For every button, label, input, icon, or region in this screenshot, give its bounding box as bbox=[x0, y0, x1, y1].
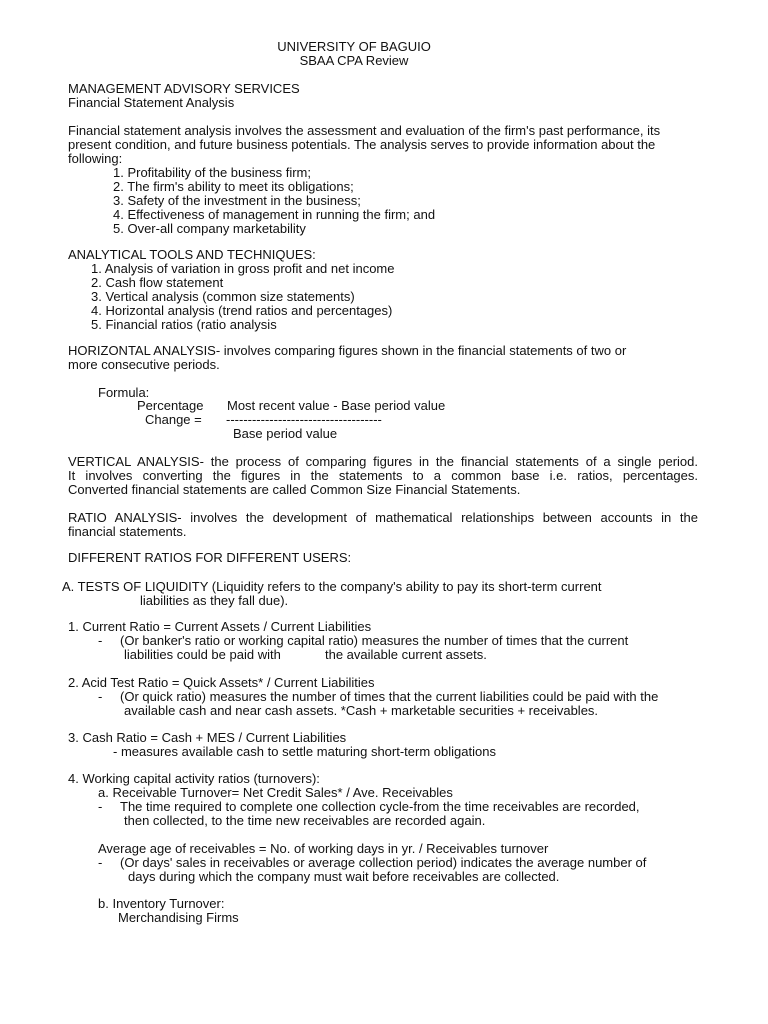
average-age-desc-cont: days during which the company must wait before receivables are collected. bbox=[128, 869, 560, 884]
bullet-dash: - bbox=[98, 689, 103, 704]
ratio-analysis-line: RATIO ANALYSIS- involves the development of mathematical relationships between accounts in the bbox=[68, 510, 698, 525]
intro-item: 5. Over-all company marketability bbox=[113, 221, 306, 236]
ratio-analysis-line: financial statements. bbox=[68, 524, 187, 539]
tools-item: 2. Cash flow statement bbox=[91, 275, 224, 290]
current-ratio-desc-cont: liabilities could be paid with bbox=[124, 647, 281, 662]
vertical-analysis-line: Converted financial statements are called Common Size Financial Statements. bbox=[68, 482, 521, 497]
subject-title: MANAGEMENT ADVISORY SERVICES bbox=[68, 81, 300, 96]
tools-heading: ANALYTICAL TOOLS AND TECHNIQUES: bbox=[68, 247, 316, 262]
receivable-turnover-title: a. Receivable Turnover= Net Credit Sales* / Ave. Receivables bbox=[98, 785, 453, 800]
formula-numerator: Most recent value - Base period value bbox=[227, 398, 446, 413]
tools-item: 4. Horizontal analysis (trend ratios and percentages) bbox=[91, 303, 393, 318]
tools-item: 1. Analysis of variation in gross profit and net income bbox=[91, 261, 395, 276]
tools-item: 5. Financial ratios (ratio analysis bbox=[91, 317, 277, 332]
bullet-dash: - bbox=[98, 855, 103, 870]
liquidity-heading-cont: liabilities as they fall due). bbox=[140, 593, 289, 608]
vertical-analysis-line: It involves converting the figures in the statements to a common base i.e. ratios, percentages. bbox=[68, 468, 698, 483]
tools-item: 3. Vertical analysis (common size statements) bbox=[91, 289, 355, 304]
bullet-dash: - bbox=[98, 633, 103, 648]
liquidity-heading: A. TESTS OF LIQUIDITY (Liquidity refers to the company's ability to pay its short-term current bbox=[62, 579, 602, 594]
receivable-turnover-desc-cont: then collected, to the time new receivables are recorded again. bbox=[124, 813, 486, 828]
inventory-turnover-title: b. Inventory Turnover: bbox=[98, 896, 225, 911]
program-name: SBAA CPA Review bbox=[299, 53, 409, 68]
cash-ratio-desc: - measures available cash to settle maturing short-term obligations bbox=[113, 744, 496, 759]
acid-test-desc-cont: available cash and near cash assets. *Cash + marketable securities + receivables. bbox=[124, 703, 599, 718]
subject-topic: Financial Statement Analysis bbox=[68, 95, 235, 110]
intro-item: 1. Profitability of the business firm; bbox=[113, 165, 311, 180]
formula-lhs-top: Percentage bbox=[137, 398, 204, 413]
average-age-title: Average age of receivables = No. of working days in yr. / Receivables turnover bbox=[98, 841, 549, 856]
current-ratio-desc-cont: the available current assets. bbox=[325, 647, 487, 662]
cash-ratio-title: 3. Cash Ratio = Cash + MES / Current Liabilities bbox=[68, 730, 347, 745]
university-name: UNIVERSITY OF BAGUIO bbox=[277, 39, 431, 54]
formula-fraction-bar: ------------------------------------ bbox=[226, 412, 382, 427]
intro-item: 2. The firm's ability to meet its obligations; bbox=[113, 179, 354, 194]
formula-label: Formula: bbox=[98, 385, 150, 400]
bullet-dash: - bbox=[98, 799, 103, 814]
intro-line: following: bbox=[68, 151, 123, 166]
acid-test-desc: (Or quick ratio) measures the number of times that the current liabilities could be paid with the bbox=[120, 689, 659, 704]
intro-line: present condition, and future business potentials. The analysis serves to provide information about the bbox=[68, 137, 656, 152]
current-ratio-desc: (Or banker's ratio or working capital ratio) measures the number of times that the current bbox=[120, 633, 629, 648]
vertical-analysis-line: VERTICAL ANALYSIS- the process of comparing figures in the financial statements of a single period. bbox=[68, 454, 698, 469]
merchandising-firms: Merchandising Firms bbox=[118, 910, 239, 925]
users-heading: DIFFERENT RATIOS FOR DIFFERENT USERS: bbox=[68, 550, 352, 565]
formula-denominator: Base period value bbox=[233, 426, 338, 441]
acid-test-title: 2. Acid Test Ratio = Quick Assets* / Current Liabilities bbox=[68, 675, 375, 690]
receivable-turnover-desc: The time required to complete one collection cycle-from the time receivables are recorded, bbox=[120, 799, 640, 814]
current-ratio-title: 1. Current Ratio = Current Assets / Current Liabilities bbox=[68, 619, 372, 634]
average-age-desc: (Or days' sales in receivables or average collection period) indicates the average number of bbox=[120, 855, 647, 870]
formula-lhs-bottom: Change = bbox=[145, 412, 202, 427]
intro-item: 3. Safety of the investment in the business; bbox=[113, 193, 361, 208]
working-capital-title: 4. Working capital activity ratios (turnovers): bbox=[68, 771, 320, 786]
horizontal-analysis-line: more consecutive periods. bbox=[68, 357, 220, 372]
intro-line: Financial statement analysis involves the assessment and evaluation of the firm's past performance, its bbox=[68, 123, 661, 138]
intro-item: 4. Effectiveness of management in running the firm; and bbox=[113, 207, 436, 222]
horizontal-analysis-line: HORIZONTAL ANALYSIS- involves comparing figures shown in the financial statements of two or bbox=[68, 343, 627, 358]
